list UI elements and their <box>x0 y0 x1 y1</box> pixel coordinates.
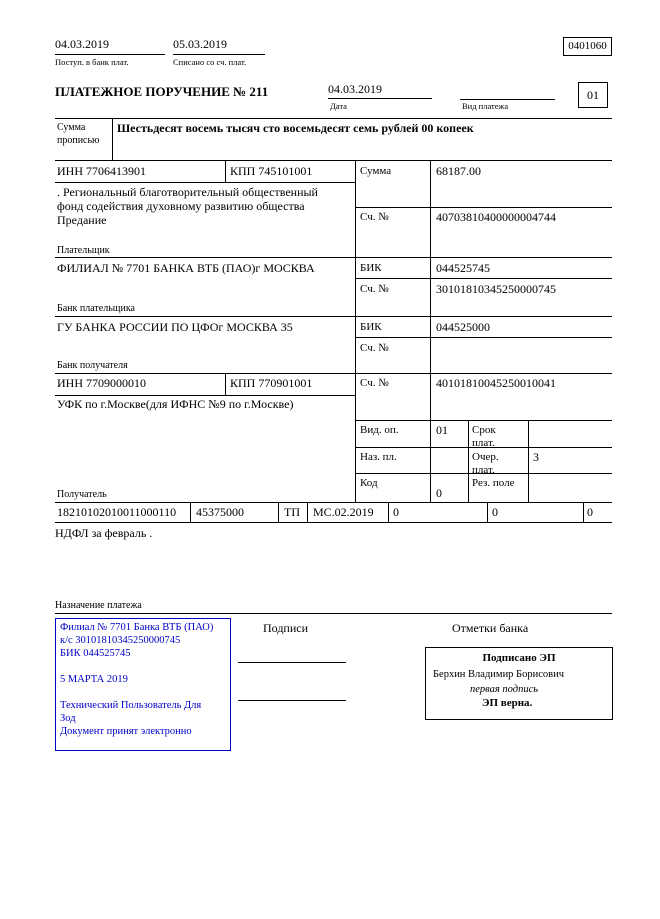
payee-name: УФК по г.Москве(для ИФНС №9 по г.Москве) <box>57 397 294 411</box>
divider <box>388 502 389 522</box>
divider <box>55 160 612 161</box>
payer-inn: ИНН 7706413901 <box>57 164 146 178</box>
esignature-valid-note: ЭП верна. <box>482 697 533 709</box>
op-type-label: Вид. оп. <box>360 424 399 436</box>
divider <box>307 502 308 522</box>
bank-stamp-line-3: БИК 044525745 <box>60 648 131 659</box>
divider <box>55 118 612 119</box>
payer-account: 40703810400000004744 <box>436 210 556 224</box>
divider <box>55 316 612 317</box>
payer-bank-section-label: Банк плательщика <box>57 303 135 314</box>
divider <box>190 502 191 522</box>
divider <box>112 118 113 160</box>
divider <box>55 257 612 258</box>
amount-in-words: Шестьдесят восемь тысяч сто восемьдесят семь рублей 00 копеек <box>117 121 474 135</box>
divider <box>355 278 612 279</box>
payer-bank-account: 30101810345250000745 <box>436 282 556 296</box>
payee-bank-name: ГУ БАНКА РОССИИ ПО ЦФОг МОСКВА 35 <box>57 320 293 334</box>
oktmo-value: 45375000 <box>196 505 244 519</box>
code-label: Код <box>360 477 378 489</box>
payee-inn: ИНН 7709000010 <box>57 376 146 390</box>
divider <box>355 337 612 338</box>
bank-stamp-line-5: Технический Пользователь Для <box>60 700 202 711</box>
bank-marks-label: Отметки банка <box>452 621 529 635</box>
divider <box>225 373 226 395</box>
payee-account-label: Сч. № <box>360 377 389 389</box>
divider <box>355 207 612 208</box>
divider <box>355 160 356 502</box>
purpose-text: НДФЛ за февраль . <box>55 526 153 540</box>
purpose-label: Назначение платежа <box>55 600 142 611</box>
payee-bank-bik: 044525000 <box>436 320 490 334</box>
document-date-field: 04.03.2019 <box>328 83 432 99</box>
payee-kpp: КПП 770901001 <box>230 376 313 390</box>
status-code-box: 01 <box>578 82 608 108</box>
kbk-value: 18210102010011000110 <box>57 505 177 519</box>
signature-line-1 <box>238 662 346 663</box>
bank-stamp-line-1: Филиал № 7701 Банка ВТБ (ПАО) <box>60 622 214 633</box>
divider <box>55 502 612 503</box>
bank-stamp-line-2: к/с 30101810345250000745 <box>60 635 181 646</box>
date-label: Дата <box>330 101 347 111</box>
divider <box>55 522 612 523</box>
payer-bank-name: ФИЛИАЛ № 7701 БАНКА ВТБ (ПАО)г МОСКВА <box>57 261 315 275</box>
divider <box>468 420 469 502</box>
received-date-label: Поступ. в банк плат. <box>55 57 129 67</box>
payment-type-label: Вид платежа <box>462 101 509 111</box>
reserve-field-label: Рез. поле <box>472 477 515 489</box>
tax-payment-type-value: 0 <box>587 505 593 519</box>
form-code-box: 0401060 <box>563 37 612 56</box>
bank-stamp-line-7: Документ принят электронно <box>60 726 192 737</box>
payee-bank-section-label: Банк получателя <box>57 360 128 371</box>
payer-name: . Региональный благотворительный общественный фонд содействия духовному развитию общества Предание <box>57 185 318 227</box>
tax-period-value: МС.02.2019 <box>313 505 374 519</box>
debited-date-field: 05.03.2019 <box>173 38 265 55</box>
debited-date-label: Списано со сч. плат. <box>173 57 247 67</box>
signatures-label: Подписи <box>263 621 309 635</box>
payer-bank-bik-label: БИК <box>360 262 382 274</box>
esignature-stamp-box <box>425 647 613 720</box>
payment-type-underline <box>460 99 555 100</box>
signature-line-2 <box>238 700 346 701</box>
divider <box>55 373 612 374</box>
divider <box>355 420 612 421</box>
sum-label: Сумма <box>360 165 392 177</box>
payer-bank-bik: 044525745 <box>436 261 490 275</box>
divider <box>430 160 431 502</box>
payment-basis-value: ТП <box>284 505 300 519</box>
amount-words-label-line2: прописью <box>57 135 100 146</box>
received-date-field: 04.03.2019 <box>55 38 165 55</box>
divider <box>55 613 612 614</box>
divider <box>278 502 279 522</box>
bank-stamp-line-4: 5 МАРТА 2019 <box>60 674 128 685</box>
payee-section-label: Получатель <box>57 489 107 500</box>
payment-term-label: Срок плат. <box>472 424 496 449</box>
tax-doc-date-value: 0 <box>492 505 498 519</box>
esignature-role: первая подпись <box>470 684 539 695</box>
payee-bank-bik-label: БИК <box>360 321 382 333</box>
divider <box>55 395 355 396</box>
payee-account: 40101810045250010041 <box>436 376 556 390</box>
document-title: ПЛАТЕЖНОЕ ПОРУЧЕНИЕ № 211 <box>55 84 269 99</box>
divider <box>55 182 355 183</box>
divider <box>528 420 529 502</box>
payer-section-label: Плательщик <box>57 245 110 256</box>
payment-purpose-code-label: Наз. пл. <box>360 451 397 463</box>
op-type-value: 01 <box>436 423 448 437</box>
payee-bank-account-label: Сч. № <box>360 342 389 354</box>
payer-bank-account-label: Сч. № <box>360 283 389 295</box>
tax-doc-number-value: 0 <box>393 505 399 519</box>
divider <box>487 502 488 522</box>
amount-words-label-line1: Сумма <box>57 122 86 133</box>
bank-stamp-line-6: Зод <box>60 713 76 724</box>
divider <box>583 502 584 522</box>
sum-value: 68187.00 <box>436 164 481 178</box>
payment-order-label: Очер. плат. <box>472 451 499 476</box>
payment-order-value: 3 <box>533 450 539 464</box>
payer-kpp: КПП 745101001 <box>230 164 313 178</box>
code-value: 0 <box>436 486 442 500</box>
payer-account-label: Сч. № <box>360 211 389 223</box>
esignature-signer-name: Берхин Владимир Борисович <box>433 669 564 680</box>
divider <box>225 160 226 182</box>
esignature-title: Подписано ЭП <box>482 652 556 664</box>
